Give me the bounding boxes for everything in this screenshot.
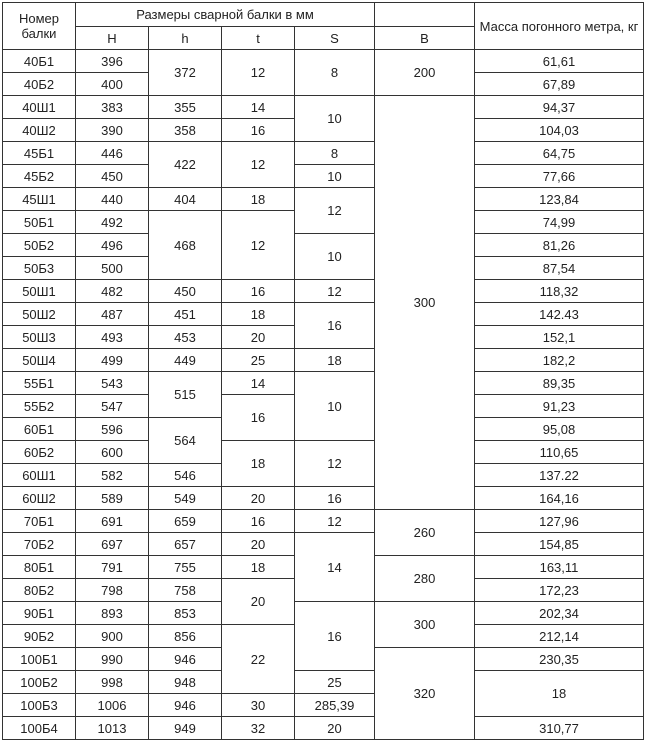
cell-t: 18 (222, 188, 295, 211)
table-row (3, 602, 644, 625)
cell-t: 12 (222, 50, 295, 96)
beam-name: 40Ш2 (3, 119, 76, 142)
table-row (3, 234, 644, 257)
cell-S: 16 (295, 602, 375, 671)
cell-t: 12 (222, 142, 295, 188)
cell-h: 372 (149, 50, 222, 96)
beam-name: 100Б4 (3, 717, 76, 740)
header-beam-number: Номер балки (3, 3, 76, 50)
table-row (3, 165, 644, 188)
cell-t: 25 (295, 671, 375, 694)
table-row (3, 303, 644, 326)
cell-h: 453 (149, 326, 222, 349)
cell-h: 451 (149, 303, 222, 326)
beam-name: 90Б1 (3, 602, 76, 625)
cell-S: 14 (295, 533, 375, 602)
cell-H: 450 (76, 165, 149, 188)
cell-B: 260 (375, 510, 475, 556)
cell-mass: 152,1 (475, 326, 644, 349)
cell-H: 496 (76, 234, 149, 257)
cell-mass: 64,75 (475, 142, 644, 165)
cell-t: 14 (222, 96, 295, 119)
cell-mass: 104,03 (475, 119, 644, 142)
beam-name: 40Ш1 (3, 96, 76, 119)
cell-H: 998 (76, 671, 149, 694)
table-row (3, 441, 644, 464)
table-row (3, 372, 644, 395)
cell-t: 18 (222, 303, 295, 326)
header-S: S (295, 27, 375, 50)
beam-name: 45Ш1 (3, 188, 76, 211)
cell-H: 1006 (76, 694, 149, 717)
cell-S: 12 (295, 441, 375, 487)
cell-h: 404 (149, 188, 222, 211)
cell-mass: 212,14 (475, 625, 644, 648)
cell-H: 487 (76, 303, 149, 326)
cell-H: 543 (76, 372, 149, 395)
cell-S: 12 (295, 188, 375, 234)
cell-h: 758 (149, 579, 222, 602)
table-row (3, 510, 644, 533)
cell-B: 280 (375, 556, 475, 602)
cell-H: 798 (76, 579, 149, 602)
beam-name: 50Ш4 (3, 349, 76, 372)
cell-h: 564 (149, 418, 222, 464)
cell-mass: 154,85 (475, 533, 644, 556)
beam-name: 70Б1 (3, 510, 76, 533)
cell-H: 446 (76, 142, 149, 165)
cell-H: 383 (76, 96, 149, 119)
cell-t: 30 (222, 694, 295, 717)
cell-mass: 74,99 (475, 211, 644, 234)
header-mass: Масса погонного метра, кг (475, 3, 644, 50)
cell-h: 853 (149, 602, 222, 625)
cell-mass: 81,26 (475, 234, 644, 257)
cell-t: 16 (222, 510, 295, 533)
cell-H: 596 (76, 418, 149, 441)
cell-t: 20 (222, 533, 295, 556)
cell-t: 12 (222, 211, 295, 280)
cell-mass: 61,61 (475, 50, 644, 73)
cell-S: 8 (295, 50, 375, 96)
cell-H: 691 (76, 510, 149, 533)
cell-mass: 202,34 (475, 602, 644, 625)
beam-name: 50Ш1 (3, 280, 76, 303)
cell-H: 440 (76, 188, 149, 211)
cell-S: 12 (295, 510, 375, 533)
beam-name: 60Ш1 (3, 464, 76, 487)
beam-name: 55Б1 (3, 372, 76, 395)
cell-S: 10 (295, 165, 375, 188)
cell-S: 10 (295, 96, 375, 142)
cell-H: 791 (76, 556, 149, 579)
beam-name: 55Б2 (3, 395, 76, 418)
cell-t: 20 (222, 487, 295, 510)
cell-B: 300 (375, 602, 475, 648)
beam-name: 50Б1 (3, 211, 76, 234)
cell-H: 396 (76, 50, 149, 73)
beam-name: 100Б3 (3, 694, 76, 717)
cell-S: 16 (295, 487, 375, 510)
cell-h: 946 (149, 694, 222, 717)
cell-mass: 94,37 (475, 96, 644, 119)
cell-mass: 182,2 (475, 349, 644, 372)
cell-h: 946 (149, 648, 222, 671)
table-row (3, 280, 644, 303)
cell-t: 14 (222, 372, 295, 395)
cell-mass: 163,11 (475, 556, 644, 579)
cell-h: 657 (149, 533, 222, 556)
header-h: h (149, 27, 222, 50)
cell-H: 990 (76, 648, 149, 671)
cell-S: 16 (295, 303, 375, 349)
table-row (3, 533, 644, 556)
cell-H: 547 (76, 395, 149, 418)
cell-mass: 127,96 (475, 510, 644, 533)
beam-name: 100Б1 (3, 648, 76, 671)
cell-mass: 95,08 (475, 418, 644, 441)
beam-name: 60Ш2 (3, 487, 76, 510)
cell-mass: 118,32 (475, 280, 644, 303)
table-row (3, 717, 644, 740)
cell-S: 10 (295, 234, 375, 280)
cell-H: 1013 (76, 717, 149, 740)
cell-mass: 285,39 (295, 694, 375, 717)
beam-name: 45Б2 (3, 165, 76, 188)
cell-h: 755 (149, 556, 222, 579)
cell-h: 546 (149, 464, 222, 487)
cell-H: 500 (76, 257, 149, 280)
beam-name: 70Б2 (3, 533, 76, 556)
beam-name: 100Б2 (3, 671, 76, 694)
table-row (3, 50, 644, 73)
beam-name: 45Б1 (3, 142, 76, 165)
cell-t: 25 (222, 349, 295, 372)
cell-t: 20 (222, 326, 295, 349)
cell-mass: 172,23 (475, 579, 644, 602)
cell-mass: 67,89 (475, 73, 644, 96)
cell-mass: 142.43 (475, 303, 644, 326)
beam-name: 50Б3 (3, 257, 76, 280)
cell-H: 493 (76, 326, 149, 349)
table-row (3, 671, 644, 694)
cell-mass: 91,23 (475, 395, 644, 418)
cell-S: 10 (295, 372, 375, 441)
cell-h: 515 (149, 372, 222, 418)
cell-h: 355 (149, 96, 222, 119)
cell-H: 482 (76, 280, 149, 303)
cell-S: 20 (295, 717, 375, 740)
cell-B: 200 (375, 50, 475, 96)
cell-H: 499 (76, 349, 149, 372)
beam-name: 50Ш3 (3, 326, 76, 349)
cell-mass: 230,35 (475, 648, 644, 671)
table-row (3, 96, 644, 119)
beam-name: 80Б2 (3, 579, 76, 602)
cell-t: 16 (222, 119, 295, 142)
beam-name: 50Ш2 (3, 303, 76, 326)
cell-h: 422 (149, 142, 222, 188)
cell-H: 589 (76, 487, 149, 510)
cell-B: 320 (375, 648, 475, 740)
beam-name: 50Б2 (3, 234, 76, 257)
cell-mass: 87,54 (475, 257, 644, 280)
cell-h: 659 (149, 510, 222, 533)
cell-h: 450 (149, 280, 222, 303)
cell-S: 18 (475, 671, 644, 717)
header-H: H (76, 27, 149, 50)
cell-h: 468 (149, 211, 222, 280)
cell-t: 16 (222, 395, 295, 441)
cell-S: 18 (295, 349, 375, 372)
beam-name: 60Б1 (3, 418, 76, 441)
beam-name: 40Б2 (3, 73, 76, 96)
cell-mass: 89,35 (475, 372, 644, 395)
cell-h: 949 (149, 717, 222, 740)
cell-H: 400 (76, 73, 149, 96)
cell-t: 18 (222, 556, 295, 579)
cell-t: 22 (222, 625, 295, 694)
cell-mass: 164,16 (475, 487, 644, 510)
header-t: t (222, 27, 295, 50)
cell-H: 697 (76, 533, 149, 556)
cell-mass: 123,84 (475, 188, 644, 211)
header-dimensions: Размеры сварной балки в мм (76, 3, 375, 27)
cell-S: 12 (295, 280, 375, 303)
cell-t: 16 (222, 280, 295, 303)
cell-B: 300 (375, 96, 475, 510)
cell-h: 549 (149, 487, 222, 510)
cell-mass: 77,66 (475, 165, 644, 188)
cell-H: 600 (76, 441, 149, 464)
cell-mass: 310,77 (475, 717, 644, 740)
table-row (3, 487, 644, 510)
cell-h: 449 (149, 349, 222, 372)
cell-mass: 110,65 (475, 441, 644, 464)
beam-name: 40Б1 (3, 50, 76, 73)
table-row (3, 142, 644, 165)
header-empty-cell (375, 3, 475, 27)
cell-H: 900 (76, 625, 149, 648)
table-row (3, 349, 644, 372)
beam-name: 80Б1 (3, 556, 76, 579)
beam-name: 60Б2 (3, 441, 76, 464)
cell-t: 32 (222, 717, 295, 740)
table-row (3, 188, 644, 211)
header-B: B (375, 27, 475, 50)
cell-H: 582 (76, 464, 149, 487)
cell-mass: 137.22 (475, 464, 644, 487)
cell-h: 856 (149, 625, 222, 648)
cell-t: 20 (222, 579, 295, 625)
cell-H: 492 (76, 211, 149, 234)
cell-h: 358 (149, 119, 222, 142)
cell-H: 893 (76, 602, 149, 625)
cell-S: 8 (295, 142, 375, 165)
beam-table (2, 2, 644, 740)
cell-H: 390 (76, 119, 149, 142)
cell-h: 948 (149, 671, 222, 694)
cell-t: 18 (222, 441, 295, 487)
beam-name: 90Б2 (3, 625, 76, 648)
